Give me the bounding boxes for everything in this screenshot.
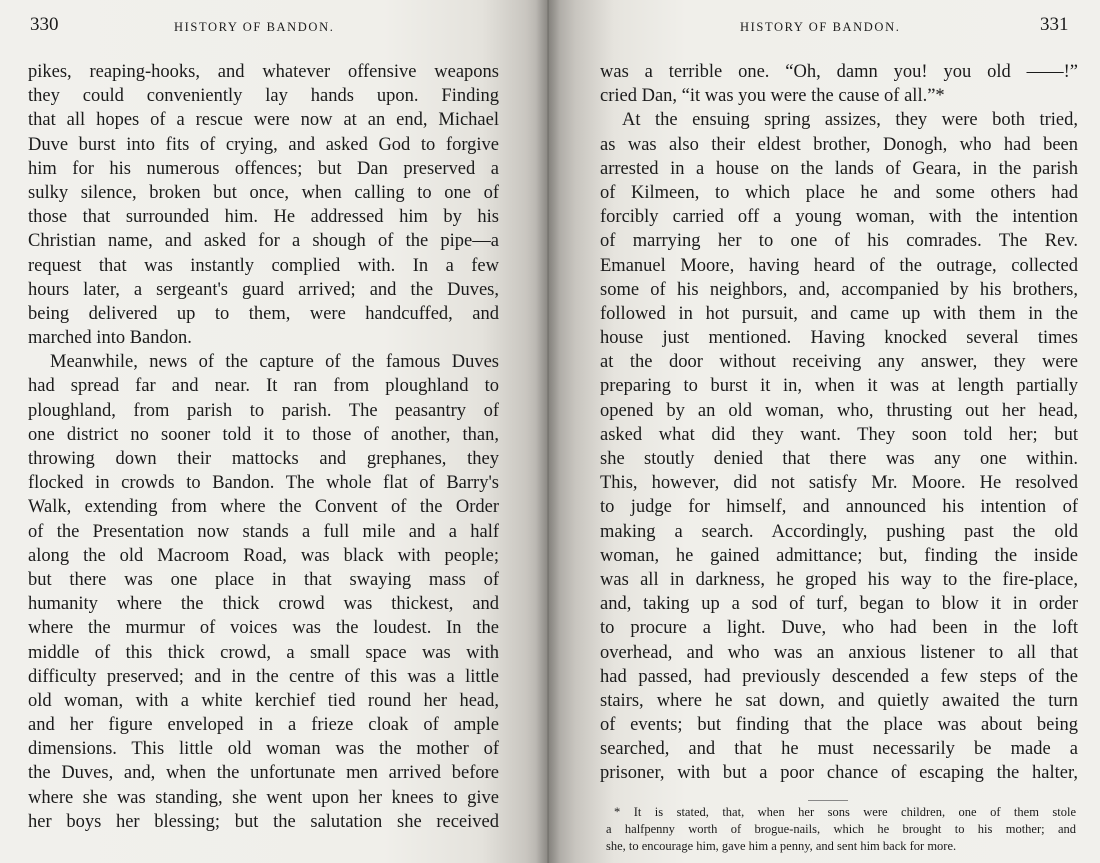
text-line: difficulty preserved; and in the centre of this was a little	[28, 666, 499, 687]
text-line: Meanwhile, news of the capture of the famous Duves	[50, 352, 499, 373]
text-line: At the ensuing spring assizes, they were both tried,	[622, 110, 1078, 131]
text-line: cried Dan, “it was you were the cause of all.”*	[600, 86, 945, 107]
page-number: 330	[30, 14, 59, 35]
text-line: humanity where the thick crowd was thickest, and	[28, 594, 499, 615]
footnote-divider	[808, 800, 848, 801]
left-page	[0, 0, 548, 863]
body-text	[28, 60, 499, 834]
text-line: Emanuel Moore, having heard of the outrage, collected	[600, 255, 1078, 276]
text-line: and her figure enveloped in a frieze cloak of ample	[28, 715, 499, 736]
text-line: as was also their eldest brother, Donogh, who had been	[600, 134, 1078, 155]
footnote	[606, 804, 1076, 855]
text-line: preparing to burst it in, when it was at length partially	[600, 376, 1078, 397]
text-line: making a search. Accordingly, pushing past the old	[600, 521, 1078, 542]
text-line: flocked in crowds to Bandon. The whole flat of Barry's	[28, 473, 499, 494]
text-line: of Kilmeen, to which place he and some others had	[600, 182, 1078, 203]
text-line: house just mentioned. Having knocked several times	[600, 328, 1078, 349]
text-line: where the murmur of voices was the loudest. In the	[28, 618, 499, 639]
text-line: was a terrible one. “Oh, damn you! you old ——!”	[600, 62, 1078, 82]
text-line: to procure a light. Duve, who had been in the loft	[600, 618, 1078, 639]
text-line: overhead, and who was an anxious listener to all that	[600, 642, 1078, 663]
text-line: opened by an old woman, who, thrusting out her head,	[600, 400, 1078, 421]
text-line: ploughland, from parish to parish. The peasantry of	[28, 400, 499, 421]
text-line: of marrying her to one of his comrades. The Rev.	[600, 231, 1078, 252]
text-line: stairs, where he sat down, and quietly awaited the turn	[600, 690, 1078, 711]
text-line: one district no sooner told it to those of another, than,	[28, 424, 499, 445]
page-number: 331	[1040, 14, 1069, 35]
text-line: and, taking up a sod of turf, began to blow it in order	[600, 594, 1078, 615]
text-line: at the door without receiving any answer, they were	[600, 352, 1078, 373]
text-line: searched, and that he must necessarily be made a	[600, 739, 1078, 760]
text-line: This, however, did not satisfy Mr. Moore. He resolved	[600, 473, 1078, 494]
text-line: hours later, a sergeant's guard arrived; and the Duves,	[28, 279, 499, 300]
book-gutter	[536, 0, 560, 863]
text-line: her boys her blessing; but the salutation she received	[28, 811, 499, 832]
text-line: Christian name, and asked for a shough of the pipe—a	[28, 231, 499, 252]
text-line: those that surrounded him. He addressed him by his	[28, 207, 499, 228]
text-line: sulky silence, broken but once, when calling to one of	[28, 182, 499, 203]
footnote-line: a halfpenny worth of brogue-nails, which he brought to his mother; and	[606, 822, 1076, 836]
text-line: asked what did they want. They soon told her; but	[600, 424, 1078, 445]
text-line: dimensions. This little old woman was the mother of	[28, 739, 499, 760]
text-line: they could conveniently lay hands upon. Finding	[28, 86, 499, 107]
footnote-line: * It is stated, that, when her sons were children, one of them stole	[614, 805, 1076, 819]
footnote-line: she, to encourage him, gave him a penny, and sent him back for more.	[606, 839, 957, 853]
text-line: Duve burst into fits of crying, and asked God to forgive	[28, 134, 499, 155]
text-line: woman, he gained admittance; but, finding the inside	[600, 545, 1078, 566]
text-line: Walk, extending from where the Convent of the Order	[28, 497, 499, 518]
text-line: she stoutly denied that there was any one within.	[600, 449, 1078, 469]
text-line: being delivered up to them, were handcuffed, and	[28, 303, 499, 324]
text-line: of events; but finding that the place was about being	[600, 715, 1078, 736]
text-line: to judge for himself, and announced his intention of	[600, 497, 1078, 518]
text-line: the Duves, and, when the unfortunate men arrived before	[28, 763, 499, 784]
text-line: arrested in a house on the lands of Geara, in the parish	[600, 158, 1078, 179]
text-line: but there was one place in that swaying mass of	[28, 569, 499, 590]
text-line: was all in darkness, he groped his way to the fire-place,	[600, 569, 1078, 590]
running-head: HISTORY OF BANDON.	[740, 20, 901, 34]
text-line: followed in hot pursuit, and came up with them in the	[600, 303, 1078, 324]
text-line: throwing down their mattocks and grephanes, they	[28, 449, 499, 469]
text-line: that all hopes of a rescue were now at an end, Michael	[28, 110, 499, 131]
running-head: HISTORY OF BANDON.	[174, 20, 335, 34]
text-line: of the Presentation now stands a full mile and a half	[28, 521, 499, 542]
text-line: where she was standing, she went upon her knees to give	[28, 787, 499, 808]
text-line: pikes, reaping-hooks, and whatever offensive weapons	[28, 62, 499, 82]
text-line: prisoner, with but a poor chance of escaping the halter,	[600, 763, 1078, 784]
text-line: request that was instantly complied with. In a few	[28, 255, 499, 276]
text-line: old woman, with a white kerchief tied round her head,	[28, 690, 499, 711]
text-line: along the old Macroom Road, was black with people;	[28, 545, 499, 566]
text-line: forcibly carried off a young woman, with the intention	[600, 207, 1078, 228]
text-line: marched into Bandon.	[28, 328, 192, 349]
body-text	[600, 60, 1078, 786]
text-line: some of his neighbors, and, accompanied by his brothers,	[600, 279, 1078, 300]
text-line: had spread far and near. It ran from ploughland to	[28, 376, 499, 397]
text-line: had passed, had previously descended a few steps of the	[600, 666, 1078, 687]
text-line: middle of this thick crowd, a small space was with	[28, 642, 499, 663]
text-line: him for his numerous offences; but Dan preserved a	[28, 158, 499, 179]
right-page	[548, 0, 1100, 863]
